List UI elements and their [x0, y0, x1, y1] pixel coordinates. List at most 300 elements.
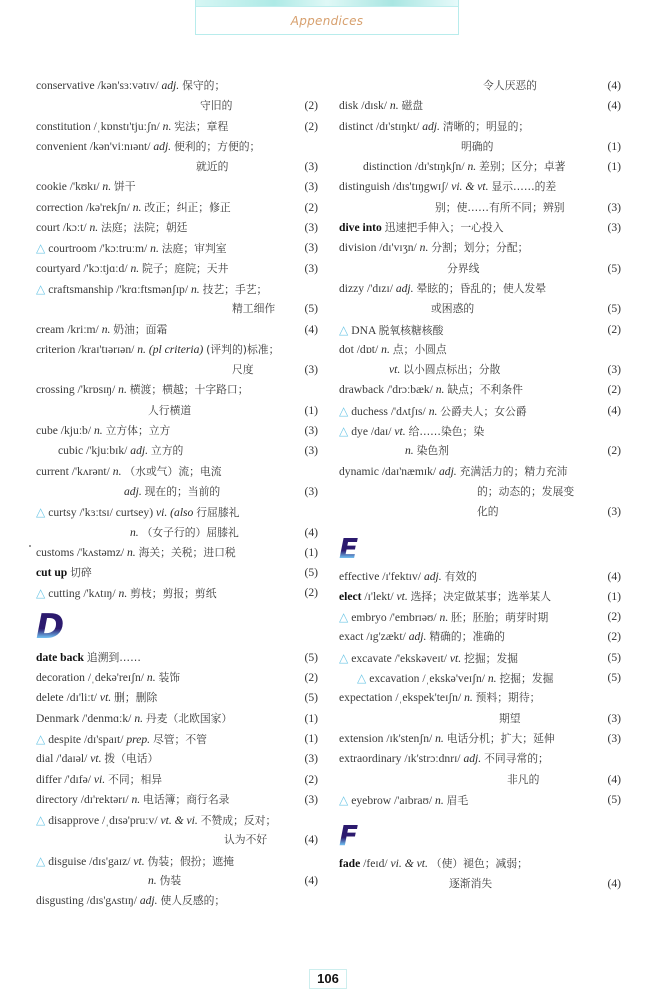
vocab-entry	[339, 749, 621, 769]
part-of-speech: adj.	[153, 139, 174, 153]
part-of-speech: adj.	[422, 119, 443, 133]
unit-number: (2)	[304, 119, 318, 133]
entry-text	[36, 502, 239, 523]
chinese-definition: 以小圆点标出；分散	[403, 363, 501, 377]
part-of-speech: n.	[134, 711, 146, 725]
chinese-definition: 横渡；横越；十字路口；	[129, 383, 249, 397]
headword: disgusting /dɪs'gʌstɪŋ/	[36, 894, 140, 908]
vocab-entry	[339, 238, 621, 258]
chinese-definition: 预料；期待；	[475, 691, 541, 705]
part-of-speech: n.	[131, 792, 144, 806]
headword: dial /'daɪəl/	[36, 752, 91, 766]
part-of-speech: n.	[93, 424, 106, 438]
headword: cut up	[36, 566, 71, 580]
chinese-definition: 精确的；准确的	[429, 630, 505, 644]
vocab-entry	[36, 380, 318, 400]
part-of-speech: n.	[439, 611, 452, 625]
unit-number: (4)	[607, 79, 621, 92]
part-of-speech: vt.	[449, 651, 465, 665]
chinese-definition: 人行横道	[148, 403, 192, 417]
unit-number: (1)	[304, 545, 318, 559]
headword: elect	[339, 589, 365, 603]
entry-text	[339, 238, 528, 258]
vocab-entry	[339, 729, 621, 749]
entry-text	[36, 790, 229, 810]
entry-text	[36, 688, 157, 708]
vocab-entry	[339, 627, 621, 647]
vocab-entry-continuation	[339, 360, 621, 380]
headword: convenient /kən'viːnɪənt/	[36, 139, 154, 153]
chinese-definition: 立方的	[150, 444, 184, 458]
part-of-speech: vi. & vt.	[451, 180, 492, 194]
unit-number: (5)	[304, 691, 318, 705]
entry-text	[339, 688, 540, 708]
chinese-definition: 充满活力的；精力充沛	[459, 464, 568, 478]
triangle-marker-icon: △	[36, 586, 46, 601]
unit-number: (3)	[304, 752, 318, 766]
vocab-entry	[339, 607, 621, 627]
headword: craftsmanship /'krɑːftsmənʃɪp/	[48, 282, 191, 296]
entry-text	[232, 299, 275, 319]
headword: division /dɪ'vɪʒn/	[339, 241, 420, 255]
vocab-entry	[339, 279, 621, 299]
part-of-speech: n.	[132, 200, 145, 214]
entry-text	[36, 238, 227, 259]
chinese-definition: 尽管；不管	[152, 732, 207, 746]
triangle-marker-icon: △	[357, 671, 367, 686]
chinese-definition: （女子行的）屈膝礼	[141, 525, 239, 539]
triangle-marker-icon: △	[36, 731, 46, 746]
part-of-speech: n.	[487, 672, 500, 686]
chinese-definition: 明确的	[461, 139, 494, 153]
part-of-speech: adj.	[423, 569, 445, 583]
entry-text	[36, 851, 234, 872]
chinese-definition: 分界线	[447, 261, 480, 275]
chinese-definition: 海关；关税；进口税	[138, 545, 236, 559]
vocab-entry	[36, 462, 318, 482]
entry-text	[124, 482, 220, 502]
chinese-definition: 染色剂	[416, 444, 449, 458]
part-of-speech: adj.	[130, 444, 151, 458]
vocab-entry	[36, 583, 318, 603]
headword: disk /dɪsk/	[339, 99, 390, 113]
unit-number: (3)	[607, 731, 621, 745]
entry-text	[36, 421, 170, 441]
vocab-entry-continuation	[339, 299, 621, 319]
unit-number: (4)	[304, 525, 318, 539]
unit-number: (2)	[304, 99, 318, 113]
chinese-definition: 保守的；	[182, 79, 226, 92]
chinese-definition: 追溯到……	[86, 650, 141, 664]
chinese-definition: 清晰的；明显的；	[442, 119, 530, 133]
chinese-definition: （水或气）流；电流	[124, 464, 222, 478]
entry-text	[130, 523, 239, 543]
entry-text	[232, 360, 254, 380]
entry-text	[36, 218, 187, 238]
vocab-entry	[339, 421, 621, 441]
triangle-marker-icon: △	[339, 650, 349, 665]
chinese-definition: 伪装；假扮；遮掩	[147, 854, 234, 868]
headword: dye /daɪ/	[351, 425, 395, 439]
entry-text	[339, 421, 484, 442]
part-of-speech: adj.	[124, 484, 145, 498]
chinese-definition: 迅速把手伸入；一心投入	[384, 221, 504, 235]
entry-text	[339, 279, 546, 299]
unit-number: (3)	[304, 484, 318, 498]
entry-text	[431, 299, 474, 319]
vocab-entry	[339, 567, 621, 587]
unit-number: (5)	[607, 302, 621, 316]
entry-text	[36, 543, 236, 563]
chinese-definition: 现在的；当前的	[144, 484, 221, 498]
vocab-entry-continuation	[339, 770, 621, 790]
vocab-entry	[36, 668, 318, 688]
headword: distinction /dɪ'stɪŋkʃn/	[363, 160, 468, 174]
entry-text	[36, 729, 207, 750]
entry-text	[36, 380, 249, 400]
unit-number: (2)	[304, 200, 318, 214]
entry-text	[339, 607, 548, 628]
headword: Denmark /'denmɑːk/	[36, 711, 135, 725]
vocab-entry	[339, 688, 621, 708]
chinese-definition: 法庭；审判室	[161, 242, 227, 256]
chinese-definition: 显示……的差	[491, 180, 557, 194]
chinese-definition: 删；删除	[114, 691, 158, 705]
section-letter-f: F	[339, 819, 359, 853]
unit-number: (4)	[304, 833, 318, 847]
chinese-definition: 切碎	[70, 566, 92, 580]
page-number: 106	[309, 969, 347, 989]
vocab-entry-continuation	[36, 830, 318, 850]
headword: DNA	[351, 323, 379, 337]
part-of-speech: n. (pl criteria)	[137, 342, 207, 356]
vocab-entry	[36, 770, 318, 790]
vocab-entry-continuation	[339, 76, 621, 96]
chinese-definition: 磁盘	[401, 99, 424, 113]
headword: customs /'kʌstəmz/	[36, 545, 127, 559]
unit-number: (5)	[607, 650, 621, 664]
entry-text	[36, 259, 228, 279]
unit-number: (4)	[304, 322, 318, 336]
vocab-entry	[36, 441, 318, 461]
entry-text	[339, 790, 468, 811]
vocab-entry	[339, 340, 621, 360]
part-of-speech: vi. (also	[156, 506, 197, 520]
unit-number: (5)	[304, 302, 318, 316]
entry-text	[405, 441, 449, 461]
headword: cookie /'kʊkɪ/	[36, 180, 103, 194]
vocab-entry	[36, 648, 318, 668]
headword: curtsy /'kɜːtsɪ/	[48, 506, 116, 520]
chinese-definition: 不同寻常的；	[484, 752, 549, 766]
chinese-definition: 脱氧核糖核酸	[378, 323, 444, 337]
chinese-definition: 令人厌恶的	[483, 79, 537, 92]
triangle-marker-icon: △	[36, 853, 46, 868]
chinese-definition: 守旧的	[200, 99, 233, 113]
vocab-entry	[36, 709, 318, 729]
triangle-marker-icon: △	[339, 403, 349, 418]
vocab-entry	[339, 380, 621, 400]
chinese-definition: 装饰	[158, 671, 181, 685]
vocab-entry-continuation	[36, 401, 318, 421]
triangle-marker-icon: △	[36, 241, 46, 256]
vocab-entry	[36, 320, 318, 340]
chinese-definition: 院子；庭院；天井	[142, 261, 229, 275]
unit-number: (5)	[607, 261, 621, 275]
vocab-entry-continuation	[339, 874, 621, 894]
entry-text	[339, 627, 505, 647]
headword: decoration /ˌdekə'reɪʃn/	[36, 671, 147, 685]
vocab-entry	[36, 563, 318, 583]
unit-number: (3)	[304, 424, 318, 438]
entry-text	[36, 563, 92, 583]
headword: drawback /'drɔːbæk/	[339, 383, 436, 397]
unit-number: (3)	[304, 444, 318, 458]
vocab-entry	[339, 96, 621, 116]
page-header	[195, 0, 459, 35]
chinese-definition: 化的	[477, 505, 499, 519]
entry-text	[339, 749, 549, 769]
vocab-entry-continuation	[36, 157, 318, 177]
unit-number: (2)	[607, 610, 621, 624]
entry-text	[339, 567, 477, 587]
vocab-entry	[339, 668, 621, 688]
vocab-entry-continuation	[339, 137, 621, 157]
chinese-definition: 挖掘；发掘	[499, 672, 554, 686]
vocab-entry	[36, 279, 318, 299]
chinese-definition: 差别；区分；卓著	[479, 160, 566, 174]
chinese-definition: 挖掘；发掘	[464, 651, 519, 665]
entry-text	[58, 441, 183, 461]
chinese-definition: 精工细作	[232, 302, 276, 316]
part-of-speech: n.	[150, 242, 162, 256]
part-of-speech: adj.	[408, 630, 430, 644]
entry-text	[339, 854, 528, 874]
chinese-definition: 非凡的	[507, 772, 540, 786]
unit-number: (2)	[607, 322, 621, 336]
entry-text	[200, 96, 232, 116]
unit-number: (3)	[607, 363, 621, 377]
unit-number: (3)	[304, 160, 318, 174]
chinese-definition: 改正；纠正；修正	[144, 200, 231, 214]
vocab-entry	[36, 502, 318, 522]
headword: distinguish /dɪs'tɪŋgwɪʃ/	[339, 180, 452, 194]
part-of-speech: adj.	[139, 894, 161, 908]
part-of-speech: adj.	[161, 79, 183, 92]
part-of-speech: n.	[118, 587, 131, 601]
part-of-speech: n.	[464, 691, 476, 705]
chinese-definition: 公爵夫人；女公爵	[440, 404, 527, 418]
right-column	[339, 76, 621, 895]
headword: courtyard /'kɔːtjɑːd/	[36, 261, 131, 275]
vocab-entry	[339, 320, 621, 340]
vocab-entry	[339, 648, 621, 668]
vocab-entry	[36, 340, 318, 360]
vocab-entry-continuation	[339, 502, 621, 522]
part-of-speech: vt.	[396, 589, 411, 603]
part-of-speech: adj.	[463, 752, 485, 766]
vocab-entry	[36, 238, 318, 258]
triangle-marker-icon: △	[339, 322, 349, 337]
headword: despite /dɪ'spaɪt/	[48, 732, 127, 746]
vocab-entry	[339, 790, 621, 810]
entry-text	[389, 360, 500, 380]
part-of-speech: n.	[148, 873, 160, 887]
chinese-definition: （使）褪色；减弱；	[430, 857, 528, 871]
chinese-definition: 宪法；章程	[174, 119, 229, 133]
vocab-entry	[36, 688, 318, 708]
headword: cubic /'kjuːbɪk/	[58, 444, 131, 458]
unit-number: (3)	[304, 221, 318, 235]
unit-number: (4)	[607, 569, 621, 583]
entry-text	[477, 482, 574, 502]
unit-number: (2)	[304, 586, 318, 600]
headword: disguise /dɪs'gaɪz/	[48, 854, 134, 868]
chinese-definition: 技艺；手艺；	[202, 282, 268, 296]
vocab-entry	[36, 729, 318, 749]
entry-text	[339, 648, 518, 669]
part-of-speech: n.	[112, 464, 125, 478]
headword: effective /ɪ'fektɪv/	[339, 569, 424, 583]
headword: correction /kə'rekʃn/	[36, 200, 133, 214]
left-column	[36, 76, 318, 912]
part-of-speech: vt.	[90, 752, 105, 766]
headword: courtroom /'kɔːtruːm/	[48, 242, 151, 256]
entry-text	[339, 462, 568, 482]
vocab-entry	[36, 543, 318, 563]
part-of-speech: vt.	[389, 363, 404, 377]
part-of-speech: vi. & vt.	[390, 857, 431, 871]
chinese-definition: 饼干	[114, 180, 136, 194]
section-letter-block	[339, 523, 621, 567]
unit-number: (5)	[304, 566, 318, 580]
entry-text	[477, 502, 499, 522]
unit-number: (4)	[607, 99, 621, 113]
section-letter-block	[339, 810, 621, 854]
vocab-entry	[339, 587, 621, 607]
chinese-definition: 伪装	[159, 873, 182, 887]
vocab-entry	[36, 259, 318, 279]
headword: delete /dɪ'liːt/	[36, 691, 100, 705]
headword: eyebrow /'aɪbraʊ/	[351, 793, 436, 807]
part-of-speech: n.	[435, 383, 448, 397]
unit-number: (2)	[607, 444, 621, 458]
vocab-entry	[36, 177, 318, 197]
chinese-definition: 晕眩的；昏乱的；使人发晕	[416, 281, 547, 295]
header-decoration	[196, 0, 458, 7]
unit-number: (1)	[607, 160, 621, 174]
chinese-definition: 法庭；法院；朝廷	[101, 221, 188, 235]
part-of-speech: n.	[428, 404, 441, 418]
chinese-definition: 的；动态的；发展变	[477, 484, 575, 498]
triangle-marker-icon: △	[36, 505, 46, 520]
headword: directory /dɪ'rektərɪ/	[36, 792, 132, 806]
part-of-speech: n.	[467, 160, 480, 174]
chinese-definition: 拨（电话）	[104, 752, 159, 766]
triangle-marker-icon: △	[36, 281, 46, 296]
phonetic: /feɪd/	[363, 857, 391, 871]
vocab-entry	[36, 198, 318, 218]
entry-text	[36, 891, 225, 911]
unit-number: (3)	[607, 505, 621, 519]
unit-number: (4)	[607, 403, 621, 417]
chinese-definition: 眉毛	[446, 793, 469, 807]
part-of-speech: n.	[381, 342, 393, 356]
entry-text	[339, 320, 443, 341]
part-of-speech: n.	[101, 322, 114, 336]
chinese-definition: 点；小圆点	[392, 342, 447, 356]
vocab-entry	[36, 218, 318, 238]
chinese-definition: 不赞成；反对；	[200, 814, 277, 828]
part-of-speech: vt. & vi.	[160, 814, 201, 828]
vocab-entry-continuation	[339, 198, 621, 218]
part-of-speech: n.	[435, 793, 447, 807]
headword: excavation /ˌekskə'veɪʃn/	[369, 672, 488, 686]
part-of-speech: adj.	[395, 281, 417, 295]
vocab-entry-continuation	[36, 871, 318, 891]
headword: embryo /'embrɪəʊ/	[351, 611, 440, 625]
triangle-marker-icon: △	[339, 424, 349, 439]
chinese-definition: 期望	[499, 711, 521, 725]
headword: disapprove /ˌdɪsə'pruːv/	[48, 814, 161, 828]
unit-number: (3)	[607, 221, 621, 235]
part-of-speech: n.	[102, 180, 115, 194]
entry-text	[363, 157, 565, 177]
entry-text	[36, 117, 228, 137]
entry-text	[36, 340, 279, 360]
part-of-speech: n.	[89, 221, 102, 235]
phonetic: curtsey)	[115, 506, 156, 520]
part-of-speech: vt.	[394, 425, 409, 439]
part-of-speech: n.	[389, 99, 402, 113]
headword: dot /dɒt/	[339, 342, 382, 356]
headword: extension /ɪk'stenʃn/	[339, 731, 436, 745]
part-of-speech: vt.	[133, 854, 148, 868]
chinese-definition: 选择；决定做某事；选举某人	[410, 589, 551, 603]
headword: constitution /ˌkɒnstɪ'tjuːʃn/	[36, 119, 163, 133]
unit-number: (3)	[607, 200, 621, 214]
chinese-definition: 逐渐消失	[449, 877, 493, 891]
entry-text	[339, 96, 423, 116]
vocab-entry-continuation	[339, 441, 621, 461]
vocab-entry	[36, 421, 318, 441]
entry-text	[449, 874, 492, 894]
chinese-definition: 分割；划分；分配；	[431, 241, 529, 255]
part-of-speech: n.	[118, 383, 130, 397]
unit-number: (3)	[304, 261, 318, 275]
chinese-definition: 使人反感的；	[160, 894, 226, 908]
vocab-entry-continuation	[36, 523, 318, 543]
part-of-speech: n.	[162, 119, 175, 133]
chinese-definition: 立方体；立方	[105, 424, 171, 438]
headword: distinct /dɪ'stɪŋkt/	[339, 119, 423, 133]
vocab-entry	[36, 749, 318, 769]
part-of-speech: n.	[130, 261, 143, 275]
chinese-definition: 奶油；面霜	[113, 322, 168, 336]
entry-text	[36, 648, 141, 668]
section-letter-e: E	[339, 531, 359, 565]
vocab-entry	[36, 117, 318, 137]
chinese-definition: 给……染色；染	[408, 425, 485, 439]
vocab-entry	[339, 218, 621, 238]
triangle-marker-icon: △	[339, 792, 349, 807]
headword: duchess /'dʌtʃɪs/	[351, 404, 429, 418]
entry-text	[36, 668, 180, 688]
entry-text	[339, 177, 556, 197]
unit-number: (2)	[607, 383, 621, 397]
entry-text	[36, 770, 162, 790]
vocab-entry-continuation	[339, 259, 621, 279]
